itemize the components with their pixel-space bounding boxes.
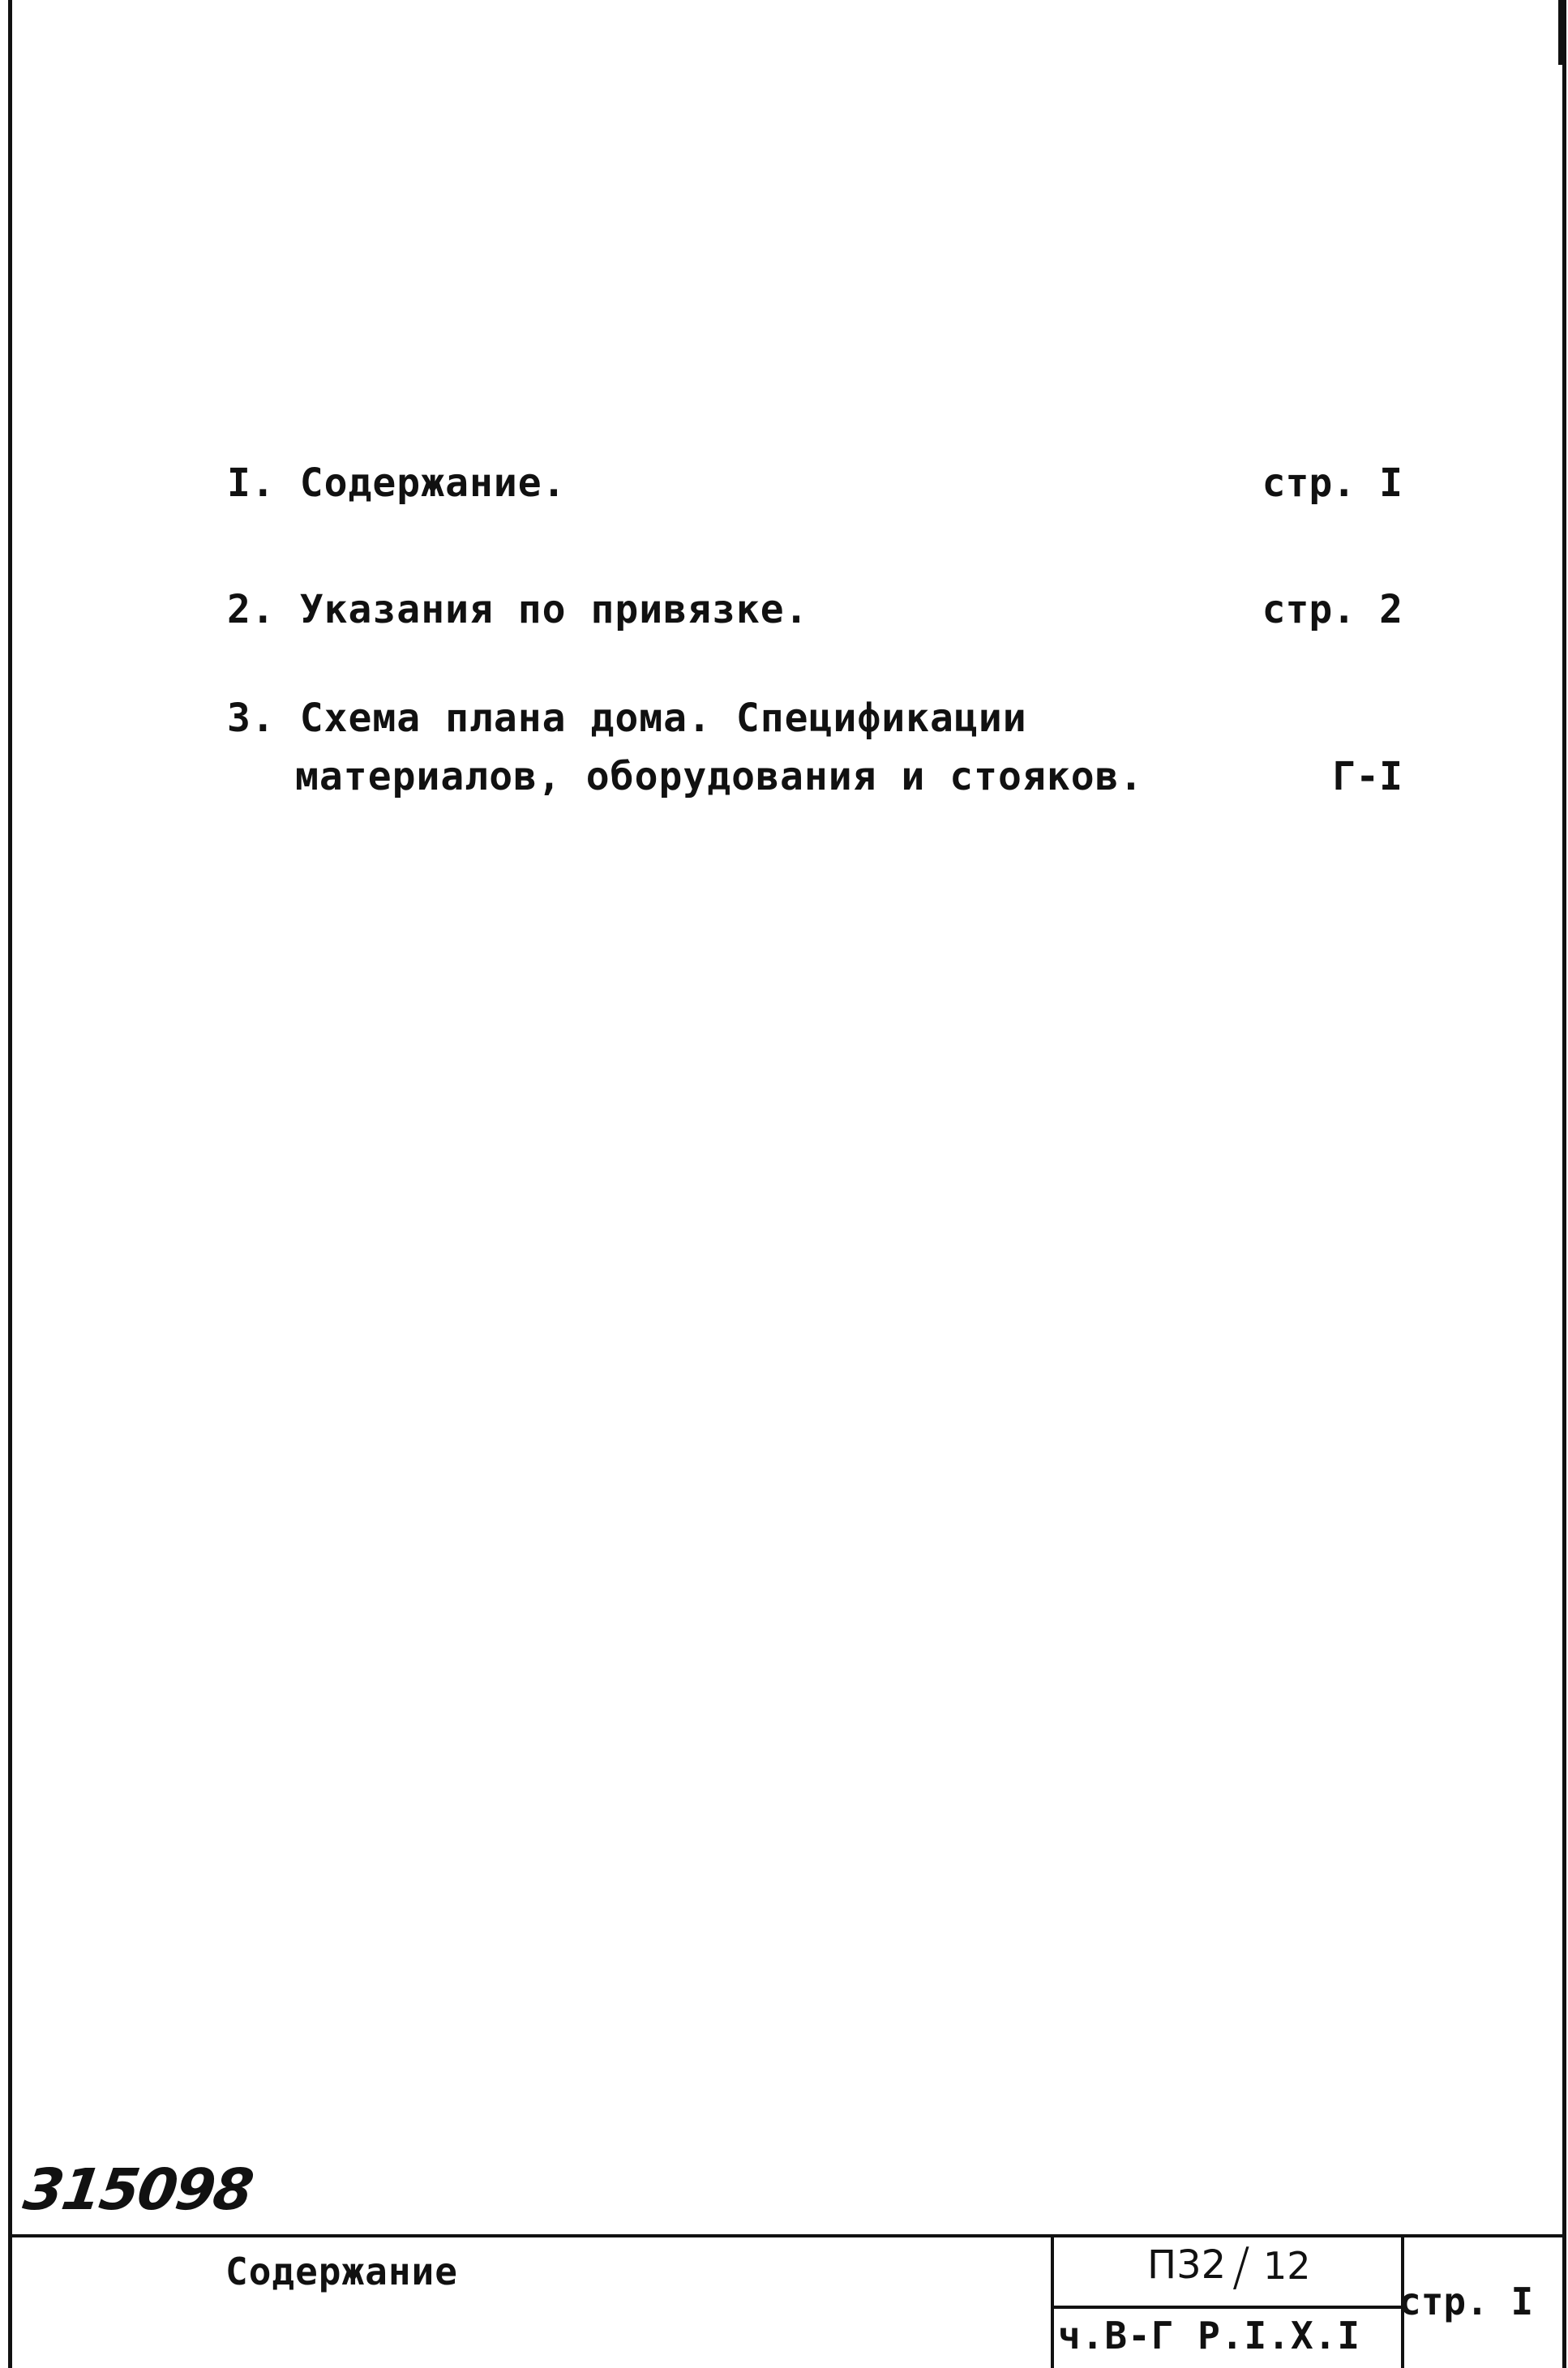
- title-block-mid-border: [1051, 2306, 1403, 2309]
- title-block-sheet-number: 12: [1263, 2244, 1311, 2288]
- title-block-page-label: стр. I: [1399, 2280, 1534, 2323]
- toc-item-2-page: стр. 2: [1262, 587, 1403, 632]
- toc-item-1: I. Содержание.: [227, 460, 567, 506]
- title-block-top-border: [8, 2234, 1566, 2237]
- toc-item-2: 2. Указания по привязке.: [227, 587, 809, 632]
- toc-item-3-continuation: материалов, оборудования и стояков.: [295, 754, 1144, 799]
- frame-right-border: [1562, 0, 1566, 2368]
- title-block-slash: /: [1232, 2237, 1250, 2297]
- toc-item-1-page: стр. I: [1262, 460, 1403, 506]
- handwritten-inventory-number: 315098: [19, 2156, 257, 2223]
- title-block-title: Содержание: [225, 2250, 458, 2293]
- frame-corner-mark: [1558, 0, 1566, 65]
- toc-item-3-page: Г-I: [1332, 754, 1403, 799]
- title-block-series: ч.В-Г Р.I.Х.I: [1058, 2314, 1361, 2357]
- frame-left-border: [8, 0, 12, 2368]
- title-block-divider-1: [1051, 2234, 1054, 2368]
- title-block-project-code: П32: [1147, 2242, 1227, 2288]
- toc-item-3: 3. Схема плана дома. Спецификации: [227, 696, 1027, 741]
